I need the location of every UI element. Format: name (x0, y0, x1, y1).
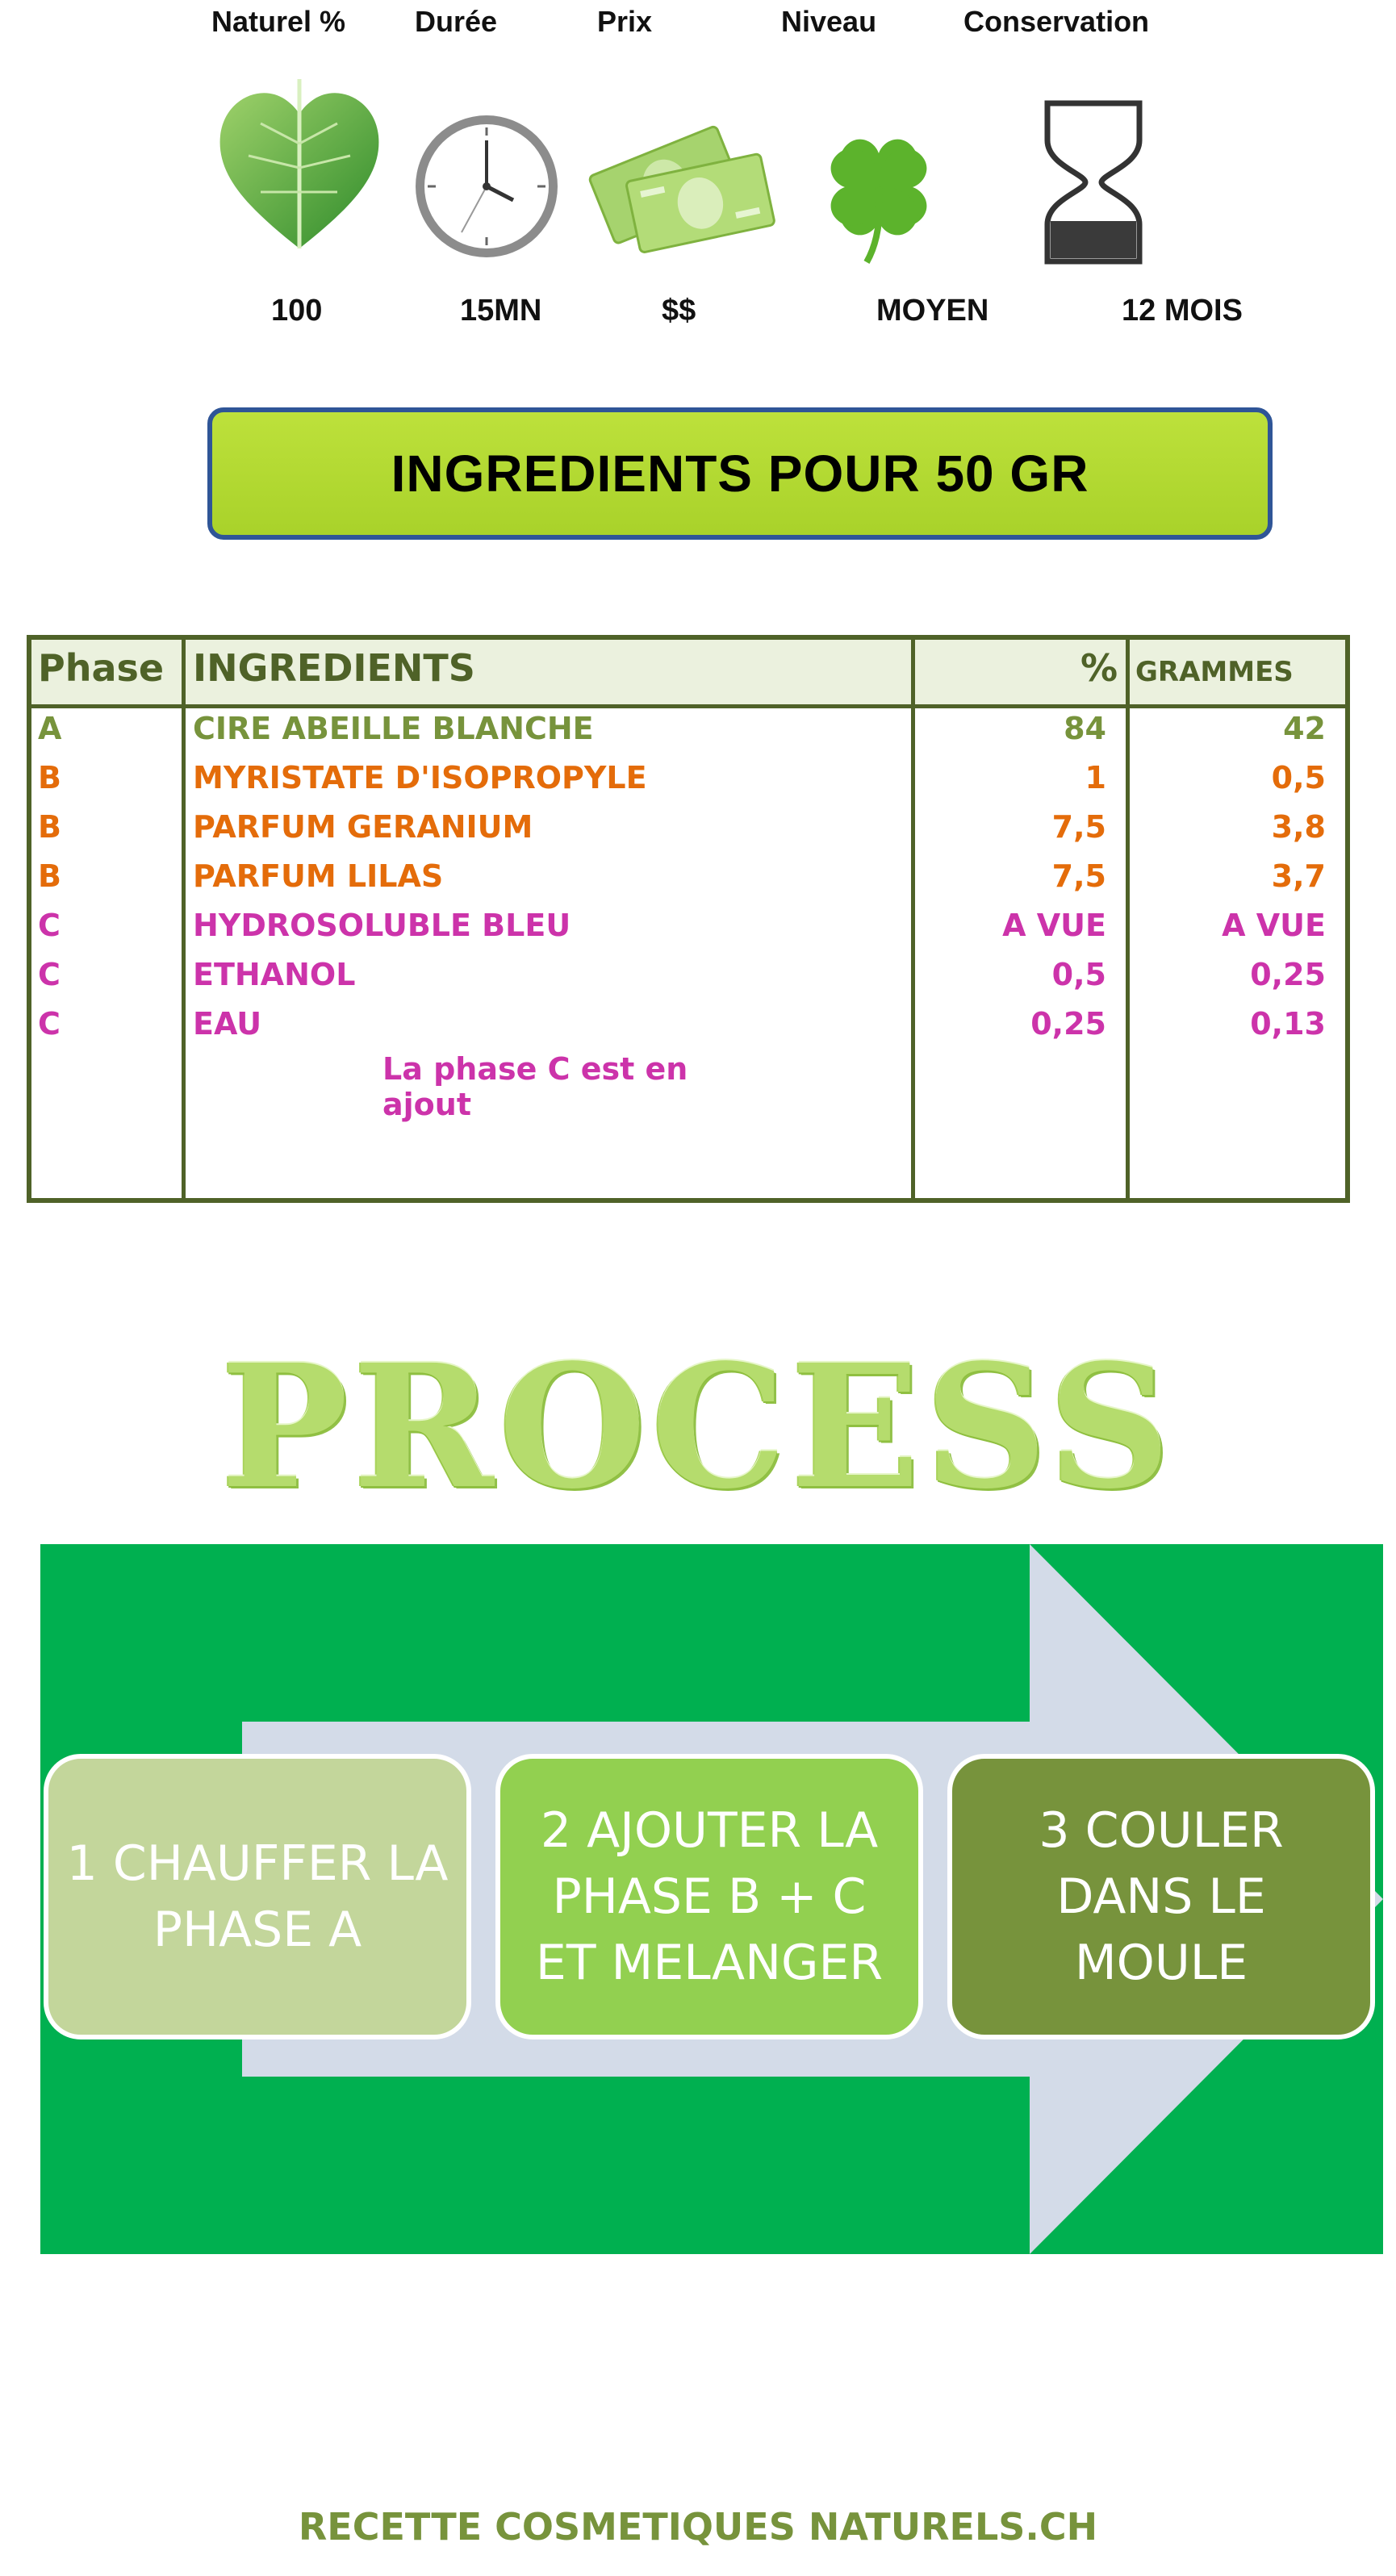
process-step-2-label: 2 AJOUTER LA PHASE B + C ET MELANGER (535, 1802, 884, 1991)
banner-title: INGREDIENTS POUR 50 GR (391, 445, 1089, 503)
cell-grams: A VUE (1222, 908, 1326, 943)
value-prix: $$ (662, 294, 696, 328)
phase-note: La phase C est en ajout (382, 1051, 688, 1122)
cell-percent: 7,5 (1051, 809, 1106, 845)
process-step-1 (44, 1754, 471, 2040)
header-conservation: Conservation (963, 5, 1150, 38)
cell-ingredient: HYDROSOLUBLE BLEU (193, 908, 571, 943)
cell-grams: 0,5 (1271, 760, 1326, 795)
cell-ingredient: PARFUM GERANIUM (193, 809, 533, 845)
cell-phase: A (38, 711, 62, 746)
cell-ingredient: MYRISTATE D'ISOPROPYLE (193, 760, 647, 795)
hourglass-icon (1041, 100, 1146, 265)
column-header-phase: Phase (38, 646, 165, 690)
banknotes-icon (583, 111, 776, 261)
table-divider (1126, 640, 1130, 1198)
cell-phase: B (38, 858, 61, 894)
column-header-grammes: GRAMMES (1135, 656, 1294, 688)
cell-grams: 3,7 (1271, 858, 1326, 894)
header-naturel: Naturel % (211, 5, 346, 38)
leaf-heart-icon (216, 79, 382, 253)
cell-grams: 3,8 (1271, 809, 1326, 845)
cell-percent: 84 (1064, 711, 1106, 746)
process-flow (40, 1544, 1383, 2254)
cell-grams: 0,13 (1250, 1006, 1326, 1042)
process-step-1-label: 1 CHAUFFER LA PHASE A (66, 1835, 449, 1958)
cell-percent: 0,5 (1051, 957, 1106, 992)
column-header-ingredients: INGREDIENTS (193, 646, 475, 690)
cell-percent: 0,25 (1030, 1006, 1106, 1042)
clock-icon (412, 111, 562, 261)
cell-ingredient: ETHANOL (193, 957, 356, 992)
cell-phase: B (38, 809, 61, 845)
cell-phase: C (38, 908, 61, 943)
header-duree: Durée (415, 5, 498, 38)
cell-ingredient: CIRE ABEILLE BLANCHE (193, 711, 594, 746)
value-duree: 15MN (460, 294, 542, 328)
table-divider (182, 640, 186, 1198)
table-divider (911, 640, 915, 1198)
cell-phase: B (38, 760, 61, 795)
cell-ingredient: PARFUM LILAS (193, 858, 444, 894)
cell-ingredient: EAU (193, 1006, 262, 1042)
process-title: PROCESS (220, 1327, 1176, 1526)
process-step-3-label: 3 COULER DANS LE MOULE (1039, 1802, 1284, 1991)
process-step-3 (947, 1754, 1375, 2040)
four-leaf-clover-icon (802, 113, 955, 266)
value-naturel: 100 (271, 294, 323, 328)
header-prix: Prix (597, 5, 653, 38)
cell-percent: 7,5 (1051, 858, 1106, 894)
ingredients-table (27, 635, 1350, 1203)
process-step-2 (495, 1754, 923, 2040)
cell-phase: C (38, 1006, 61, 1042)
value-niveau: MOYEN (876, 294, 989, 328)
ingredients-banner (207, 407, 1273, 540)
header-niveau: Niveau (781, 5, 877, 38)
column-header-percent: % (1080, 646, 1118, 690)
cell-grams: 0,25 (1250, 957, 1326, 992)
cell-percent: A VUE (1002, 908, 1106, 943)
cell-phase: C (38, 957, 61, 992)
value-conservation: 12 MOIS (1122, 294, 1243, 328)
cell-percent: 1 (1085, 760, 1106, 795)
footer-credit: RECETTE COSMETIQUES NATURELS.CH (298, 2505, 1098, 2549)
cell-grams: 42 (1283, 711, 1326, 746)
